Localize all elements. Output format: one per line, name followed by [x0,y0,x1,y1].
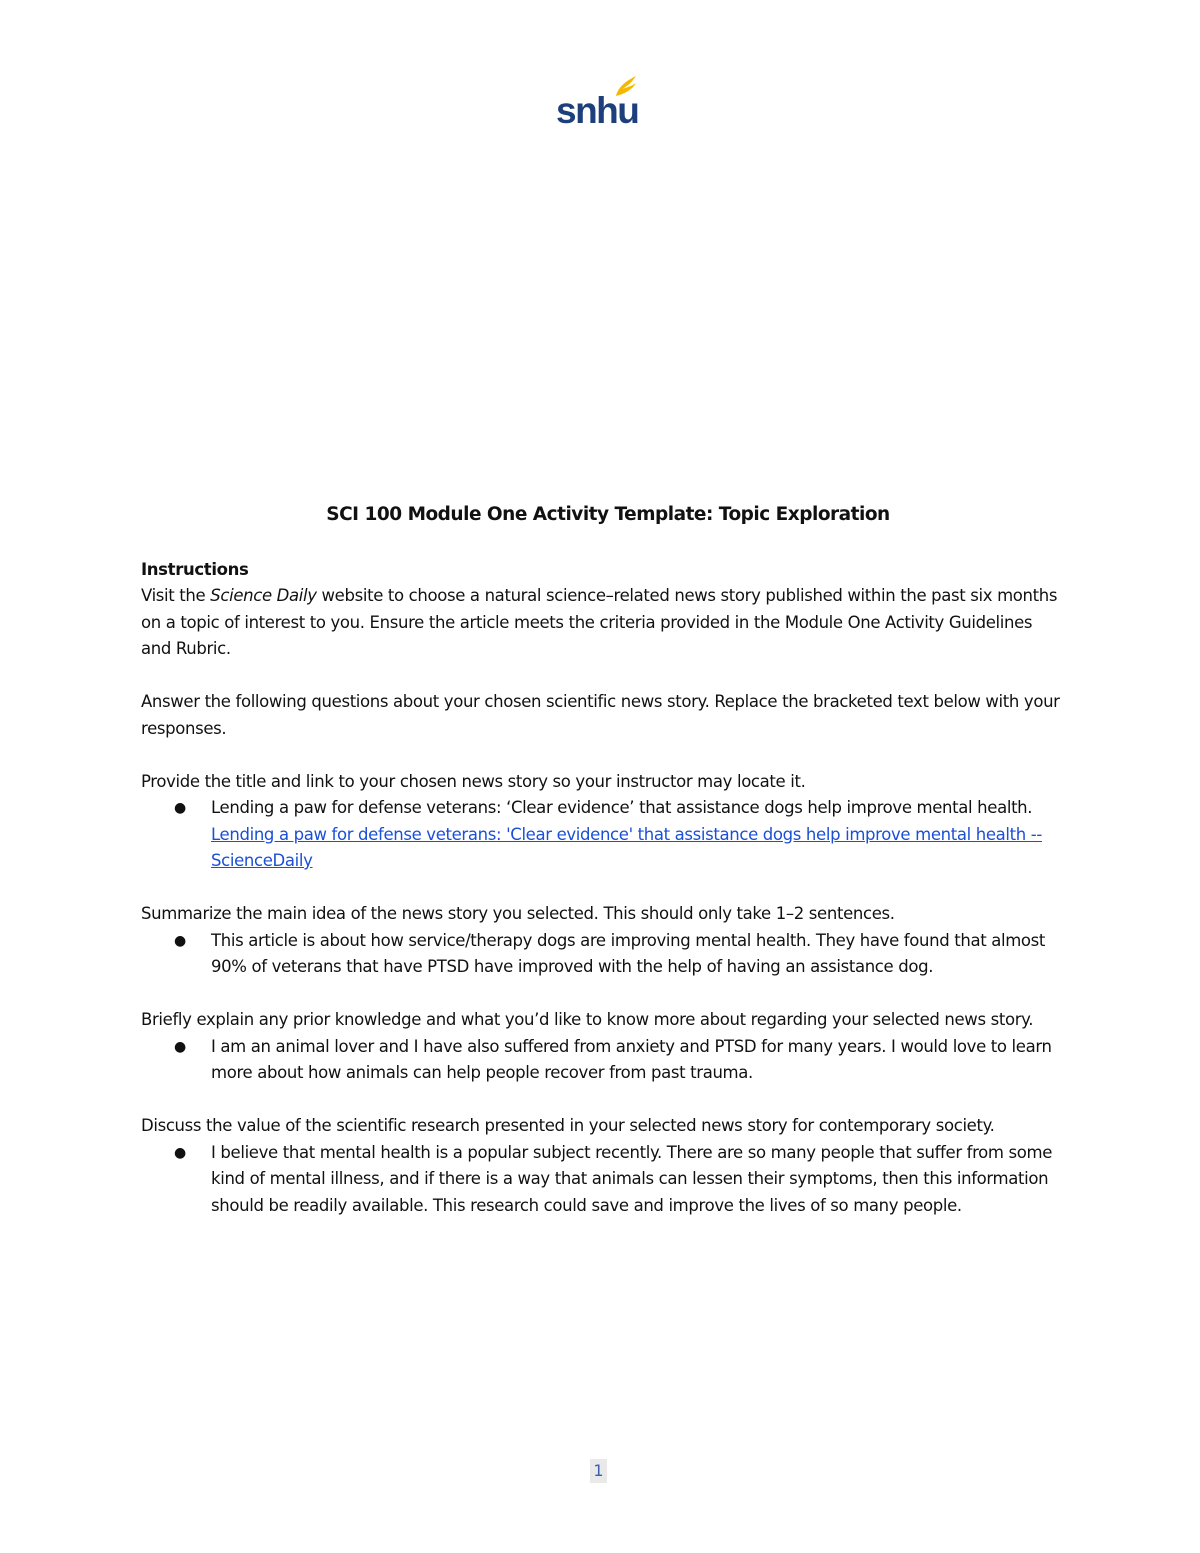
answer-text: Lending a paw for defense veterans: ‘Clear evidence’ that assistance dogs help improve mental health. [211,798,1033,817]
answer-list [141,928,1061,981]
logo-wordmark: snhu [556,90,639,131]
article-link[interactable]: Lending a paw for defense veterans: 'Clear evidence' that assistance dogs help improve mental health -- ScienceDaily [211,824,1042,870]
instructions-heading: Instructions [141,559,249,579]
instructions-paragraph [141,583,1061,663]
answer-item [141,1034,1061,1087]
document-body [141,502,1061,1219]
answer-list [141,1140,1061,1220]
bullet-icon: ● [174,1038,186,1055]
flame-icon [612,74,638,100]
bullet-icon: ● [174,800,186,816]
answer-text: I am an animal lover and I have also suffered from anxiety and PTSD for many years. I would love to learn more about how animals can help people recover from past trauma. [211,1036,1052,1082]
question-title-link: Provide the title and link to your chosen news story so your instructor may locate it. [141,771,806,791]
question-value: Discuss the value of the scientific research presented in your selected news story for contemporary society. [141,1116,995,1135]
snhu-logo [556,74,640,134]
answer-item [141,928,1061,981]
page-number: 1 [590,1459,607,1483]
instructions-text-start: Visit the [141,586,211,605]
bullet-icon: ● [174,932,186,949]
answer-item [141,795,1061,875]
answer-list [141,795,1061,875]
answer-text: This article is about how service/therapy dogs are improving mental health. They have found that almost 90% of veterans that have PTSD have improved with the help of having an assistance dog. [211,930,1046,976]
instructions-text-end: website to choose a natural science–related news story published within the past six months on a topic of interest to you. Ensure the article meets the criteria provided in the Module One Activity Guidelines and Rubric. [141,586,1058,658]
answer-text: I believe that mental health is a popular subject recently. There are so many people that suffer from some kind of mental illness, and if there is a way that animals can lessen their symptoms, then this information should be readily available. This research could save and improve the lives of so many people. [211,1142,1053,1215]
answer-list [141,1034,1061,1087]
bullet-icon: ● [174,1144,186,1161]
answer-item [141,1140,1061,1220]
answer-instructions: Answer the following questions about your chosen scientific news story. Replace the bracketed text below with your responses. [141,692,1060,738]
question-prior-knowledge: Briefly explain any prior knowledge and what you’d like to know more about regarding your selected news story. [141,1010,1034,1029]
page-title: SCI 100 Module One Activity Template: Topic Exploration [326,504,890,525]
question-summary: Summarize the main idea of the news story you selected. This should only take 1–2 sentences. [141,904,895,923]
science-daily-name: Science Daily [210,586,317,605]
